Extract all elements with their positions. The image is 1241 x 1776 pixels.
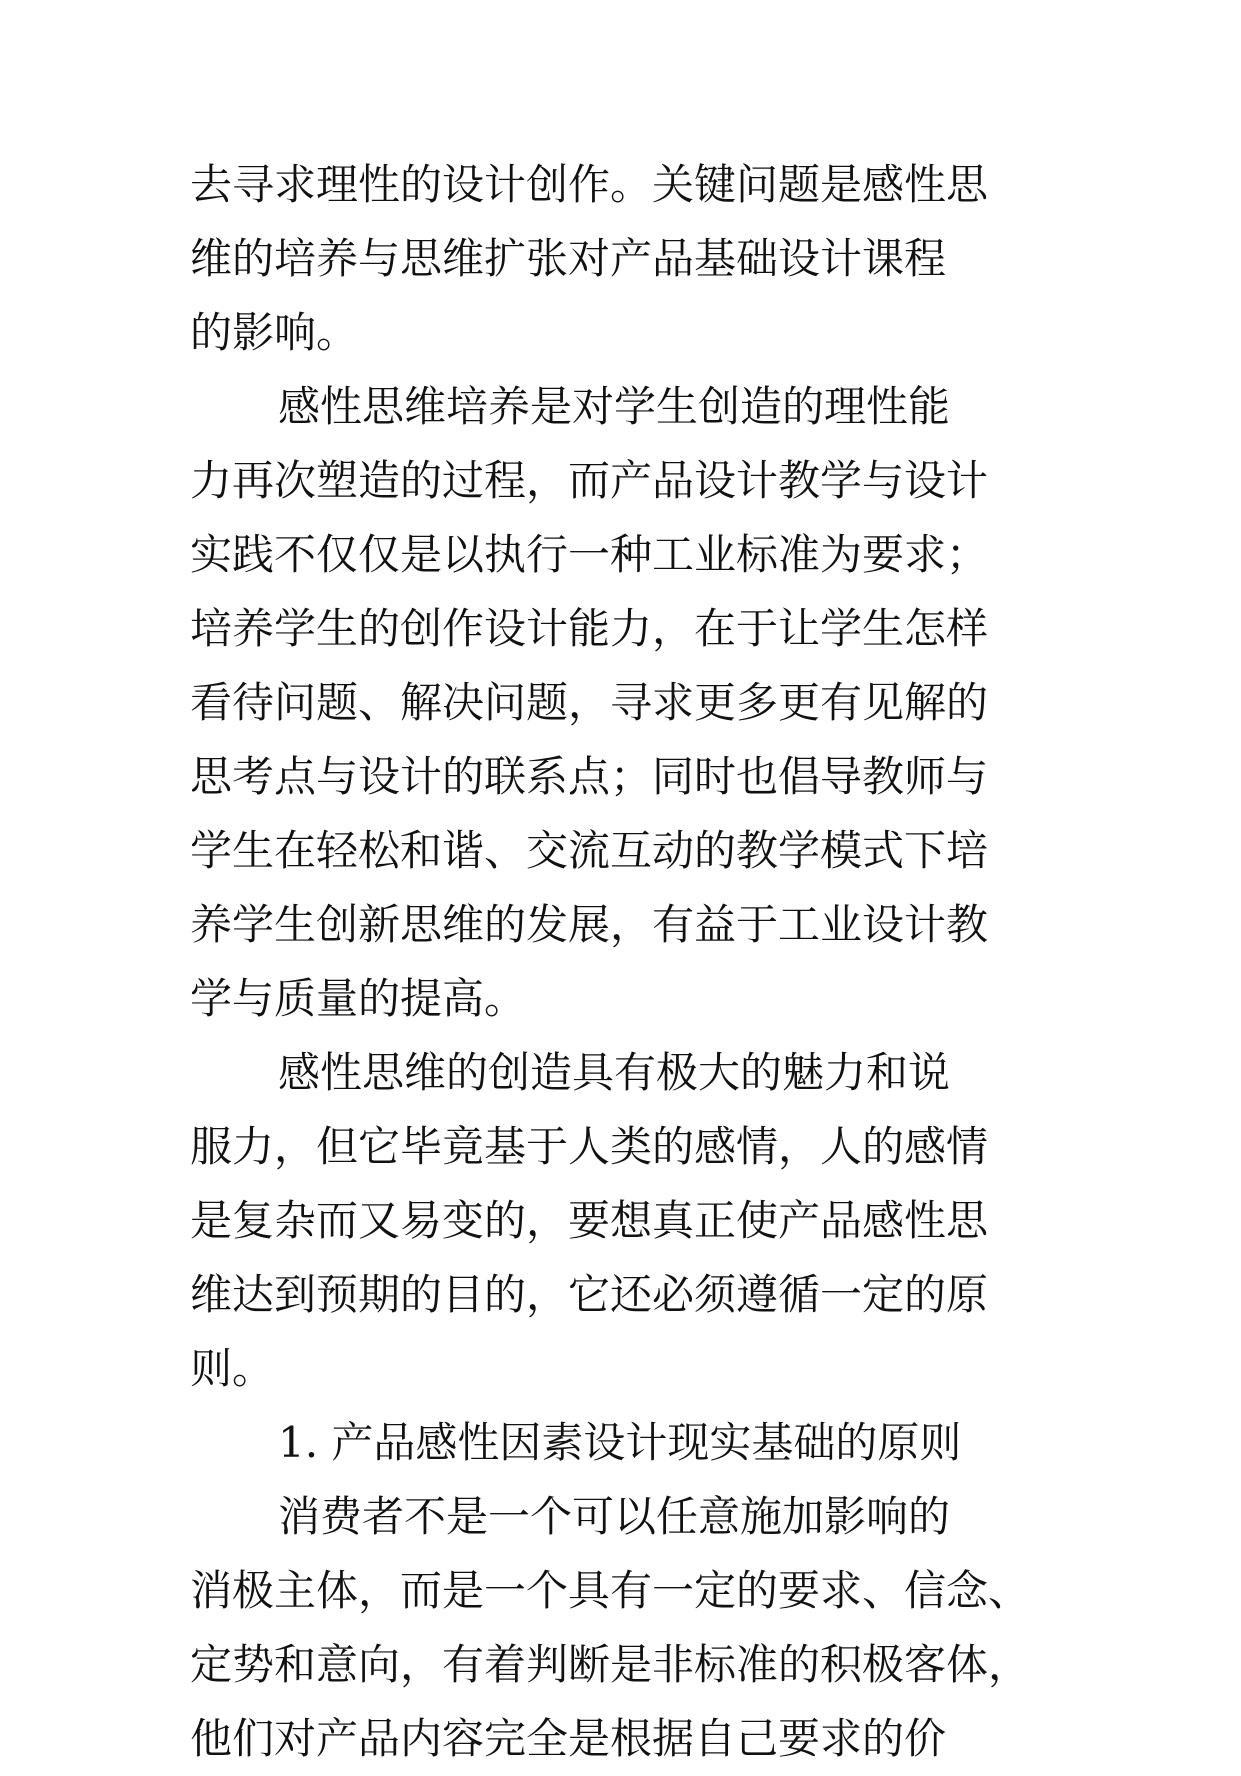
text-line: 学生在轻松和谐、交流互动的教学模式下培	[190, 826, 989, 875]
text-line: 维的培养与思维扩张对产品基础设计课程	[190, 234, 947, 283]
text-line: 培养学生的创作设计能力，在于让学生怎样	[190, 604, 989, 653]
text-line: 的影响。	[190, 308, 359, 357]
paragraph-start-line: 消费者不是一个可以任意施加影响的	[278, 1492, 951, 1541]
text-line: 养学生创新思维的发展，有益于工业设计教	[190, 900, 989, 949]
section-heading: 1. 产品感性因素设计现实基础的原则	[278, 1418, 962, 1467]
text-line: 服力，但它毕竟基于人类的感情，人的感情	[190, 1122, 989, 1171]
body-text	[190, 148, 1070, 1776]
text-line: 去寻求理性的设计创作。关键问题是感性思	[190, 160, 989, 209]
text-line: 是复杂而又易变的，要想真正使产品感性思	[190, 1196, 989, 1245]
text-line: 维达到预期的目的，它还必须遵循一定的原	[190, 1270, 989, 1319]
text-line: 学与质量的提高。	[190, 974, 527, 1023]
text-line: 消极主体，而是一个具有一定的要求、信念、	[190, 1566, 1031, 1615]
text-line: 力再次塑造的过程，而产品设计教学与设计	[190, 456, 989, 505]
text-line: 看待问题、解决问题，寻求更多更有见解的	[190, 678, 989, 727]
text-line: 思考点与设计的联系点；同时也倡导教师与	[190, 752, 989, 801]
text-line: 则。	[190, 1344, 275, 1393]
paragraph-start-line: 感性思维的创造具有极大的魅力和说	[278, 1048, 951, 1097]
text-line: 实践不仅仅是以执行一种工业标准为要求；	[190, 530, 989, 579]
text-line: 定势和意向，有着判断是非标准的积极客体，	[190, 1640, 1031, 1689]
paragraph-start-line: 感性思维培养是对学生创造的理性能	[278, 382, 951, 431]
text-line: 他们对产品内容完全是根据自己要求的价	[190, 1714, 947, 1763]
